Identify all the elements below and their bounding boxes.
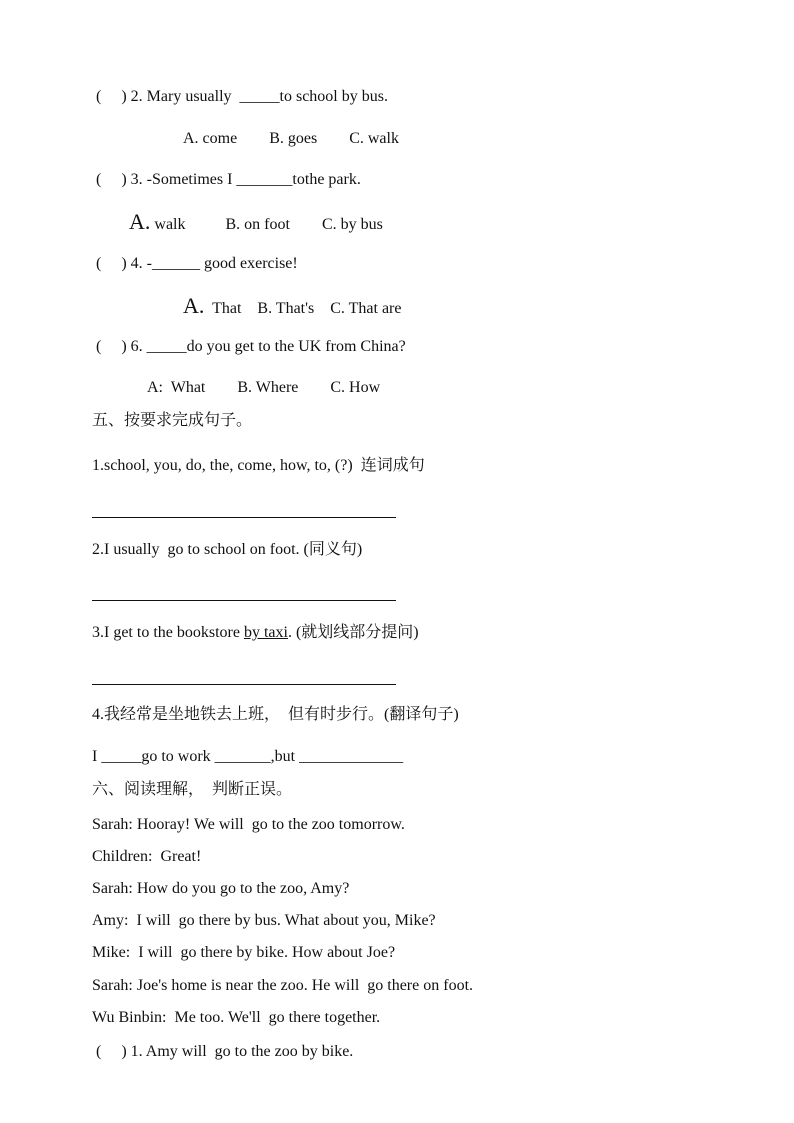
item-3-post: . (就划线部分提问) [287,624,419,641]
question-2-options: A. come B. goes C. walk [183,130,399,147]
underlined-phrase: by taxi [243,624,288,641]
dialogue-line: Amy: I will go there by bus. What about you, Mike? [92,912,436,929]
section-5-item-1: 1.school, you, do, the, come, how, to, (?) 连词成句 [92,457,425,474]
question-2: ( ) 2. Mary usually _____to school by bus. [96,88,388,105]
item-3-pre: 3.I get to the bookstore [92,624,244,641]
answer-line-1[interactable] [92,517,396,518]
question-6-options: A: What B. Where C. How [147,379,381,396]
answer-line-2[interactable] [92,600,396,601]
answer-line-3[interactable] [92,684,396,685]
section-6-heading: 六、阅读理解， 判断正误。 [92,781,293,798]
section-5-item-3 [92,623,419,643]
dialogue-line: Sarah: How do you go to the zoo, Amy? [92,880,350,897]
question-6: ( ) 6. _____do you get to the UK from China? [96,338,406,355]
question-4: ( ) 4. -______ good exercise! [96,255,298,272]
options-text: That B. That's C. That are [204,300,402,317]
options-text: walk B. on foot C. by bus [150,216,383,233]
dialogue-line: Sarah: Hooray! We will go to the zoo tomorrow. [92,816,405,833]
section-5-heading: 五、按要求完成句子。 [92,412,253,429]
dialogue-line: Wu Binbin: Me too. We'll go there together. [92,1009,381,1026]
dialogue-line: Sarah: Joe's home is near the zoo. He will go there on foot. [92,977,474,994]
option-a-letter: A. [129,209,151,234]
question-4-options [183,293,402,319]
question-3: ( ) 3. -Sometimes I _______tothe park. [96,171,361,188]
section-5-item-2: 2.I usually go to school on foot. (同义句) [92,541,363,558]
judge-item-1: ( ) 1. Amy will go to the zoo by bike. [96,1043,354,1060]
section-5-item-4: 4.我经常是坐地铁去上班， 但有时步行。(翻译句子) [92,706,459,723]
dialogue-line: Children: Great! [92,848,202,865]
question-3-options [129,209,383,235]
dialogue-line: Mike: I will go there by bike. How about Joe? [92,944,396,961]
option-a-letter: A. [183,293,205,318]
translation-fill[interactable]: I _____go to work _______,but _____________ [92,748,404,765]
